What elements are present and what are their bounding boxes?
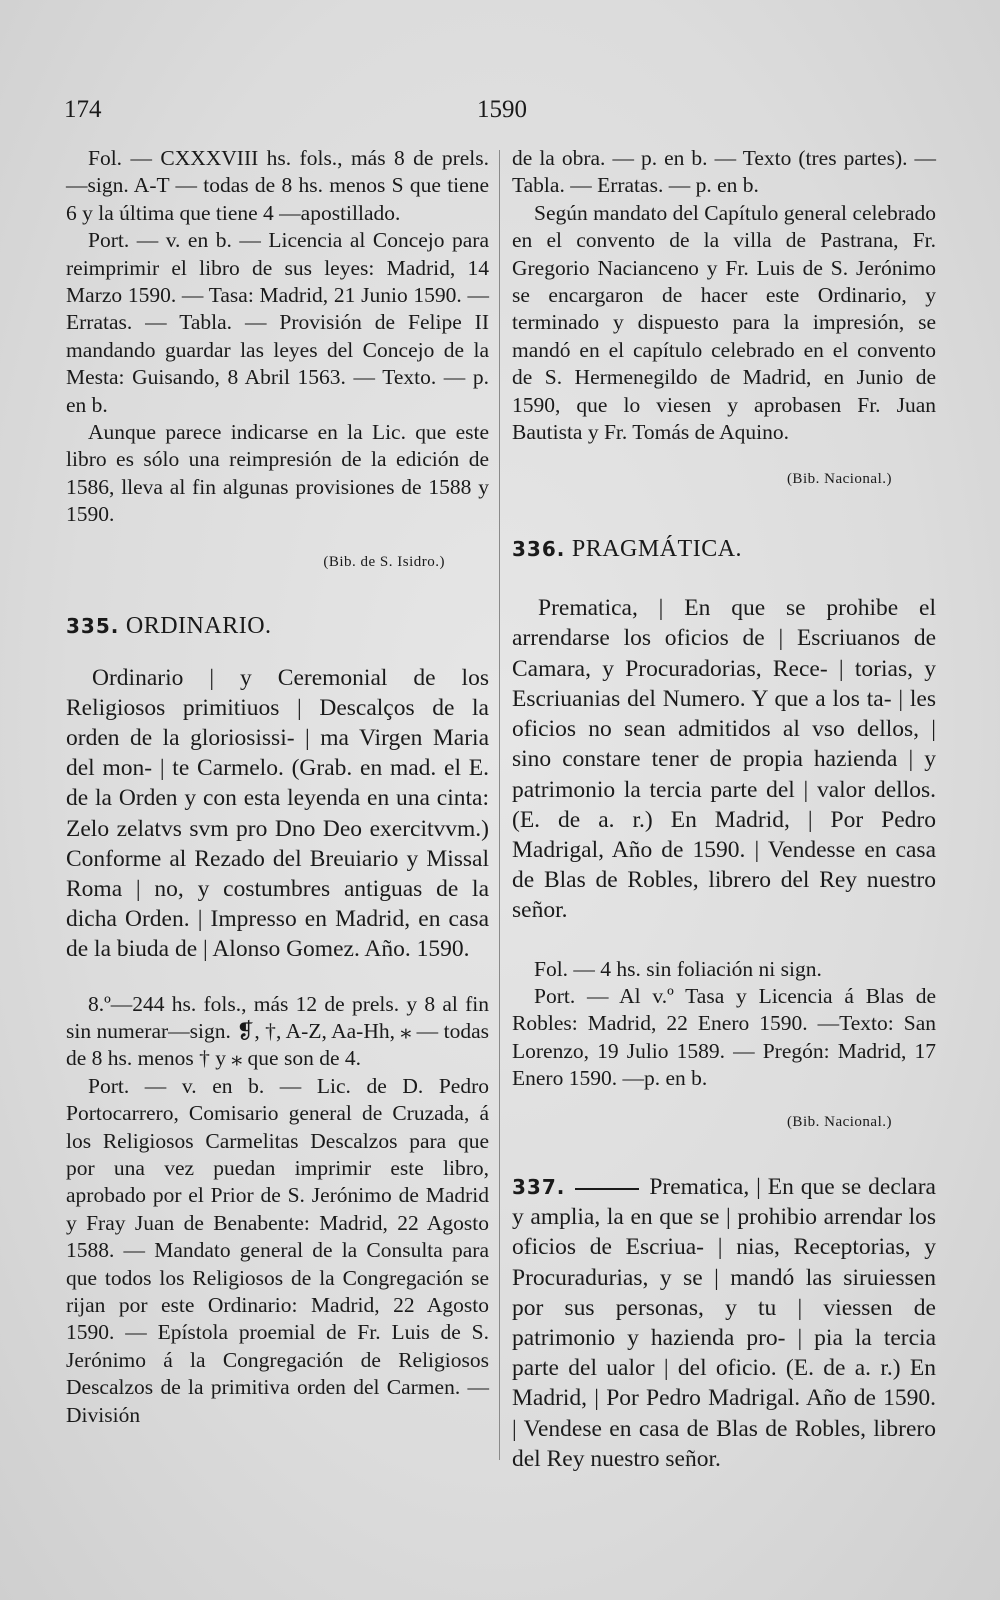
note-paragraph: Según mandato del Capítulo general celebrado en el convento de la villa de Pastrana, Fr. Gregorio Nacianceno y Fr. Luis de S. Jerónimo se encargaron de hacer este Ordinario, y terminado y dispuesto para la impresión, se mandó en el capítulo celebrado en el convento de S. Hermenegildo de Madrid, en Junio de 1590, que lo viesen y aprobasen Fr. Juan Bautista y Fr. Tomás de Aquino. <box>512 200 936 445</box>
entry-337 <box>512 1172 936 1474</box>
entry-title-transcription: Ordinario | y Ceremonial de los Religiosos primitiuos | Descalços de la orden de la gloriosissi- | ma Virgen Maria del mon- | te Carmelo. (Grab. en mad. el E. de la Orden y con esta leyenda en una cinta: Zelo zelatvs svm pro Dno Deo exercitvvm.) Conforme al Rezado del Breuiario y Missal Roma | no, y costumbres antiguas de la dicha Orden. | Impresso en Madrid, en casa de la biuda de | Alonso Gomez. Año. 1590. <box>66 664 489 963</box>
entry-number: 337. <box>512 1174 566 1199</box>
entry-title-transcription: Prematica, | En que se prohibe el arrendarse los oficios de | Escriuanos de Camara, y Procuradorias, Rece- | torias, y Escriuanias del Numero. Y que a los ta- | les oficios no sean admitidos al vso dellos, | sino constare tener de propia hazienda | y patrimonio la tercia parte del | valor dellos. (E. de a. r.) En Madrid, | Por Pedro Madrigal, Año de 1590. | Vendesse en casa de Blas de Robles, librero del Rey nuestro señor. <box>512 595 936 924</box>
entry-title-transcription: Prematica, | En que se declara y amplia, la en que se | prohibio arrendar los oficios de Escriua- | nias, Receptorias, y Procuradurias, y se | mandó las siruiessen por sus personas, y tu | viessen de patrimonio y hazienda pro- | pia la tercia parte del ualor | del oficio. (E. de a. r.) En Madrid, | Por Pedro Madrigal. Año de 1590. | Vendese en casa de Blas de Robles, librero del Rey nuestro señor. <box>512 1173 936 1472</box>
entry-contents: Port. — Al v.º Tasa y Licencia á Blas de Robles: Madrid, 22 Enero 1590. —Texto: San Lorenzo, 19 Julio 1589. — Pregón: Madrid, 17 Enero 1590. —p. en b. <box>512 983 936 1091</box>
entry-number: 336. <box>512 536 566 561</box>
right-column <box>512 145 936 1474</box>
contents-paragraph: Port. — v. en b. — Licencia al Concejo para reimprimir el libro de sus leyes: Madrid, 14 Marzo 1590. — Tasa: Madrid, 21 Junio 1590. — Erratas. — Tabla. — Provisión de Felipe II mandando guardar las leyes del Concejo de la Mesta: Guisando, 8 Abril 1563. — Texto. — p. en b. <box>66 228 489 417</box>
entry-collation: Fol. — 4 hs. sin foliación ni sign. <box>534 956 822 981</box>
collation-paragraph: Fol. — CXXXVIII hs. fols., más 8 de prels. —sign. A-T — todas de 8 hs. menos S que tiene 6 y la última que tiene 4 —apostillado. <box>66 146 489 225</box>
page-number: 174 <box>64 96 102 123</box>
entry-contents: Port. — v. en b. — Lic. de D. Pedro Portocarrero, Comisario general de Cruzada, á los Religiosos Carmelitas Descalzos para que por una vez puedan imprimir este libro, aprobado por el Prior de S. Jerónimo de Madrid y Fray Juan de Benabente: Madrid, 22 Agosto 1588. — Mandato general de la Consulta para que todos los Religiosos de la Congregación se rijan por este Ordinario: Madrid, 22 Agosto 1590. — Epístola proemial de Fr. Luis de S. Jerónimo á la Congregación de Religiosos Descalzos de la primitiva orden del Carmen. — División <box>66 1073 489 1427</box>
ditto-rule <box>575 1188 639 1190</box>
entry-collation: 8.º—244 hs. fols., más 12 de prels. y 8 al fin sin numerar—sign. ❡, †, A-Z, Aa-Hh, ⁎ — todas de 8 hs. menos † y ⁎ que son de 4. <box>66 991 489 1071</box>
contents-continuation: de la obra. — p. en b. — Texto (tres partes). — Tabla. — Erratas. — p. en b. <box>512 146 936 198</box>
running-title: 1590 <box>477 96 527 123</box>
column-divider <box>499 150 500 1460</box>
note-paragraph: Aunque parece indicarse en la Lic. que este libro es sólo una reimpresión de la edición de 1586, lleva al fin algunas provisiones de 1588 y 1590. <box>66 420 489 527</box>
library-source: (Bib. Nacional.) <box>786 1113 892 1130</box>
entry-heading-336 <box>512 536 936 563</box>
library-source: (Bib. de S. Isidro.) <box>323 553 445 570</box>
entry-title-heading: PRAGMÁTICA. <box>571 535 743 562</box>
page-header <box>64 96 936 130</box>
entry-title-heading: ORDINARIO. <box>125 613 272 640</box>
entry-heading-335 <box>66 613 489 640</box>
library-source: (Bib. Nacional.) <box>786 471 892 488</box>
left-column <box>66 145 489 1429</box>
entry-number: 335. <box>66 614 120 639</box>
